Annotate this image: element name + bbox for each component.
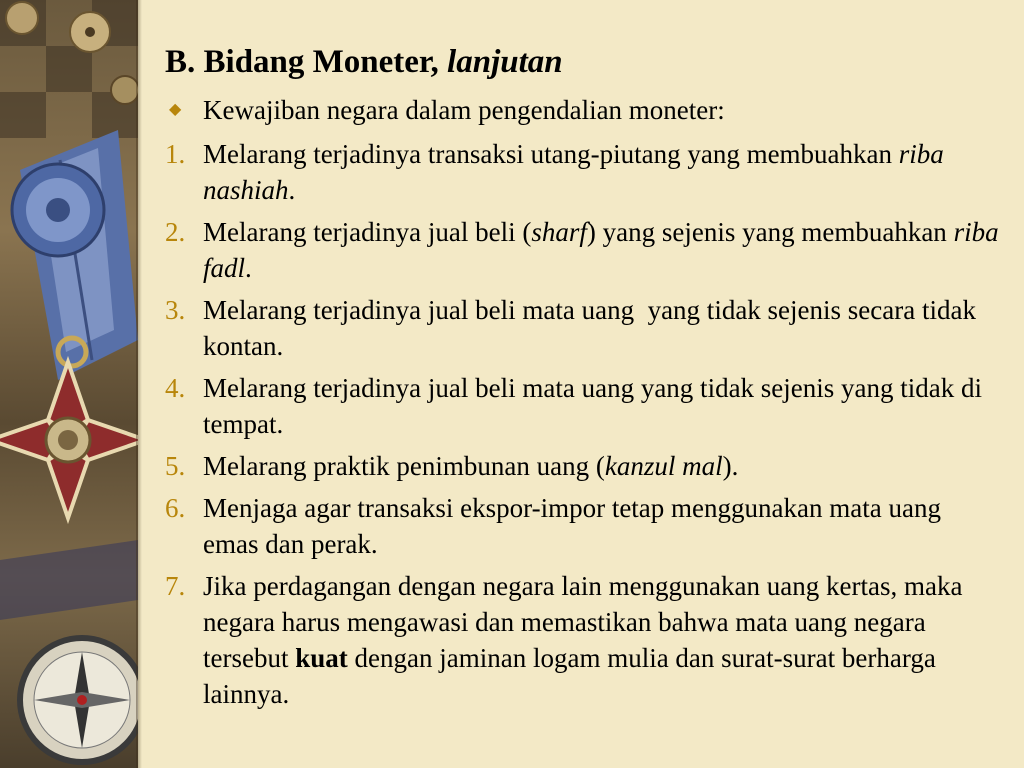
list-item-text: [203, 490, 1000, 562]
text-run: dengan jaminan logam mulia dan surat-surat berharga lainnya.: [203, 643, 936, 709]
text-run: .: [288, 175, 296, 205]
list-number: 3.: [165, 295, 186, 325]
bullet-heading: [165, 94, 1000, 126]
text-run: Melarang terjadinya jual beli mata uang yang tidak sejenis secara tidak kontan.: [203, 295, 983, 361]
text-run: Melarang praktik penimbunan uang (: [203, 451, 605, 481]
list-item-3: [165, 292, 1000, 364]
slide-title-italic: lanjutan: [447, 44, 563, 80]
list-item-2: [165, 214, 1000, 286]
bold-term: kuat: [295, 643, 348, 673]
text-run: ) yang sejenis yang membuahkan: [586, 217, 954, 247]
text-run: Jika perdagangan dengan negara lain menggunakan uang kertas, maka negara harus mengawasi dan memastikan bahwa mata uang negara tersebut: [203, 571, 963, 673]
list-item-text: [203, 292, 1000, 364]
decor-edge-shadow: [136, 0, 142, 768]
italic-term: kanzul mal: [604, 451, 723, 481]
italic-term: riba nashiah: [203, 139, 944, 205]
list-number: 4.: [165, 373, 186, 403]
list-item-1: [165, 136, 1000, 208]
italic-term: riba fadl: [203, 217, 999, 283]
slide-body: [165, 94, 1000, 718]
text-run: ).: [722, 451, 739, 481]
list-number: 6.: [165, 493, 186, 523]
decorative-image-strip: [0, 0, 138, 768]
text-run: Menjaga agar transaksi ekspor-impor tetap menggunakan mata uang emas dan perak.: [203, 493, 941, 559]
list-item-text: [203, 448, 1000, 484]
list-item-text: [203, 370, 1000, 442]
list-item-text: [203, 136, 1000, 208]
bullet-heading-text: Kewajiban negara dalam pengendalian moneter:: [203, 95, 725, 125]
list-number: 5.: [165, 451, 186, 481]
diamond-bullet-icon: ◆: [169, 101, 182, 118]
text-run: Melarang terjadinya transaksi utang-piutang yang membuahkan: [203, 139, 899, 169]
list-item-4: [165, 370, 1000, 442]
list-number: 1.: [165, 139, 186, 169]
list-item-7: [165, 568, 1000, 712]
list-item-6: [165, 490, 1000, 562]
text-run: Melarang terjadinya jual beli (: [203, 217, 532, 247]
list-number: 7.: [165, 571, 186, 601]
list-item-text: [203, 568, 1000, 712]
list-number: 2.: [165, 217, 186, 247]
text-run: Melarang terjadinya jual beli mata uang yang tidak sejenis yang tidak di tempat.: [203, 373, 983, 439]
italic-term: sharf: [531, 217, 587, 247]
list-item-text: [203, 214, 1000, 286]
list-item-5: [165, 448, 1000, 484]
slide-title-main: B. Bidang Moneter,: [165, 44, 439, 80]
medal-collage-illustration: [0, 0, 138, 768]
text-run: .: [245, 253, 252, 283]
numbered-list: [165, 136, 1000, 712]
slide-title: [165, 42, 563, 82]
